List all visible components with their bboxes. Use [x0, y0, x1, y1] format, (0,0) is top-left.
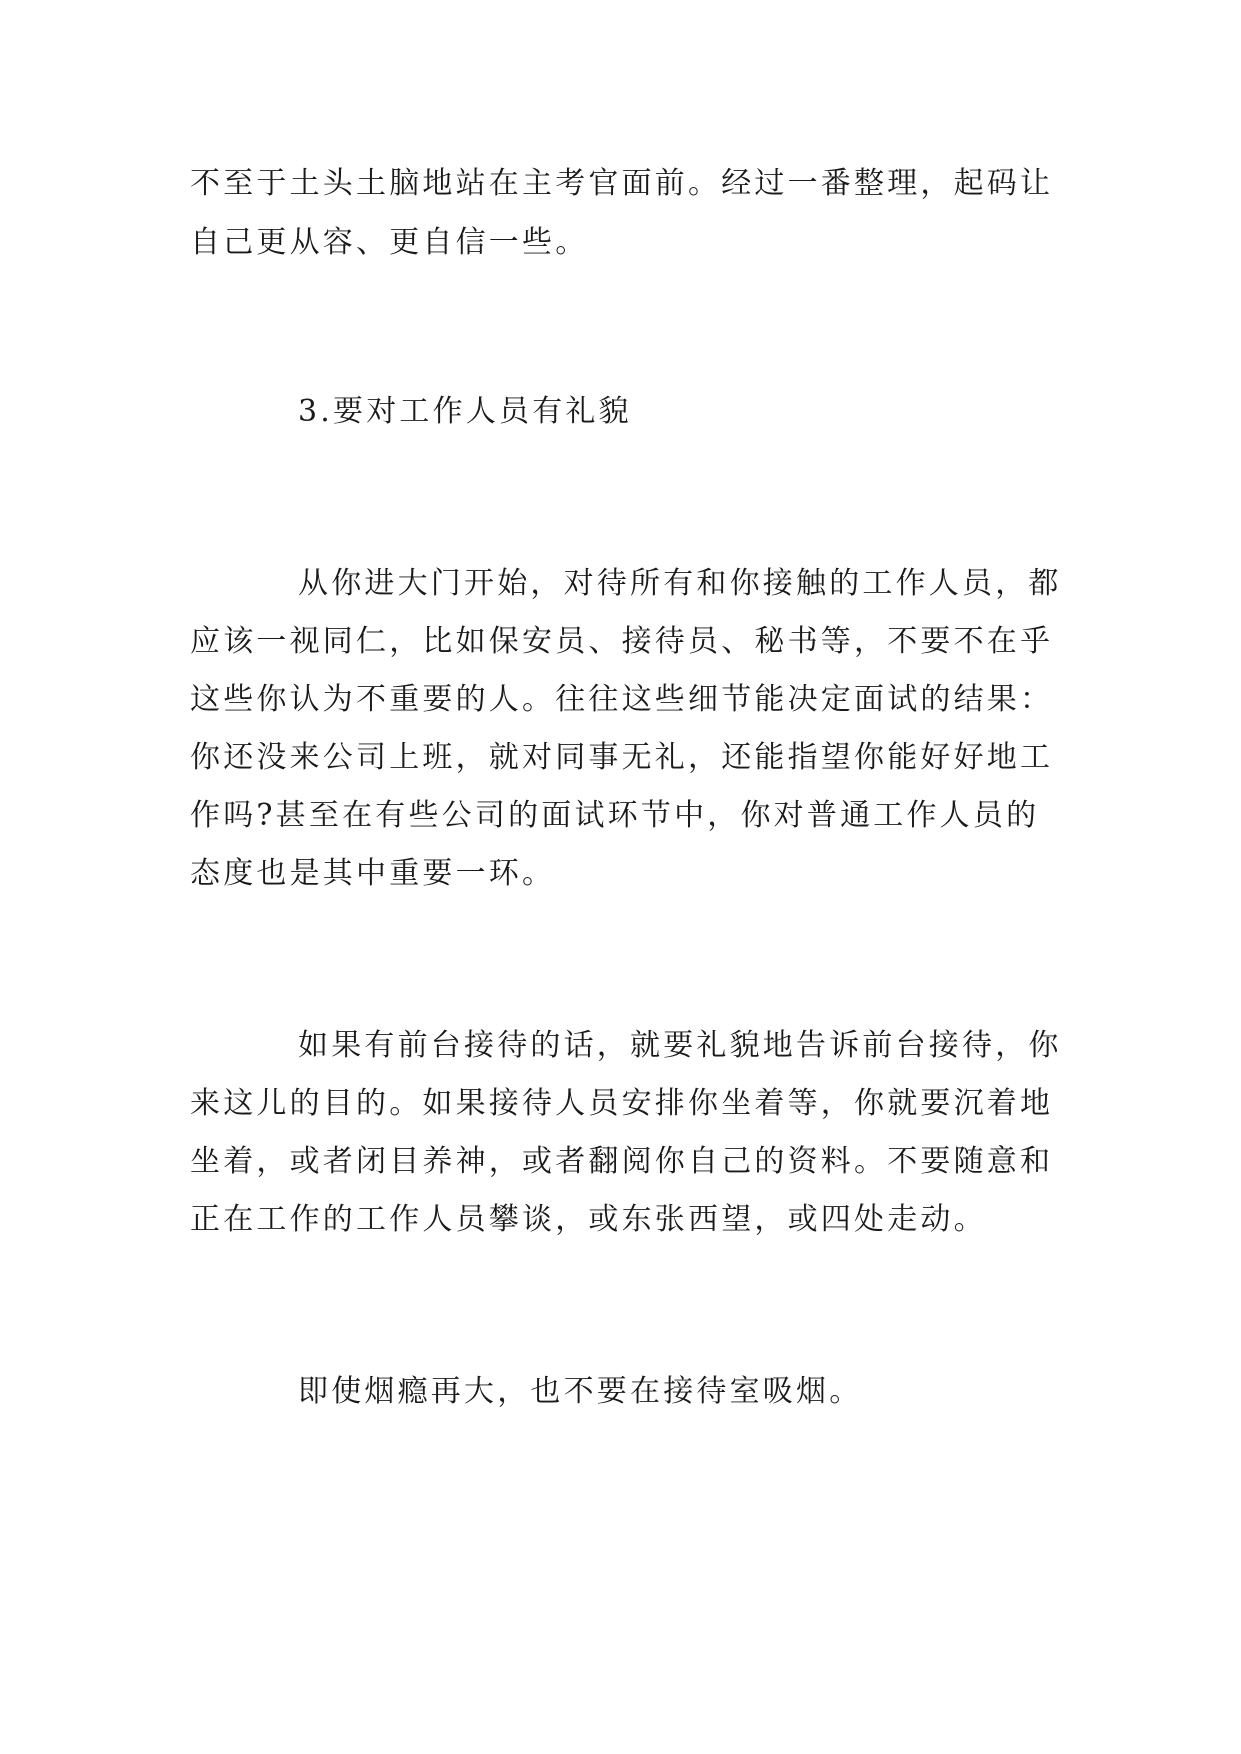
text-line: 来这儿的目的。如果接待人员安排你坐着等，你就要沉着地	[190, 1086, 1054, 1121]
text-line: 如果有前台接待的话，就要礼貌地告诉前台接待，你	[298, 1028, 1062, 1063]
text-line: 正在工作的工作人员攀谈，或东张西望，或四处走动。	[190, 1202, 987, 1237]
text-line: 应该一视同仁，比如保安员、接待员、秘书等，不要不在乎	[190, 624, 1054, 659]
text-line: 即使烟瘾再大，也不要在接待室吸烟。	[298, 1374, 863, 1409]
section-heading: 3.要对工作人员有礼貌	[298, 394, 632, 429]
text-line: 坐着，或者闭目养神，或者翻阅你自己的资料。不要随意和	[190, 1144, 1054, 1179]
text-line: 不至于土头土脑地站在主考官面前。经过一番整理，起码让	[190, 166, 1054, 201]
text-line: 从你进大门开始，对待所有和你接触的工作人员，都	[298, 566, 1062, 601]
text-line: 作吗?甚至在有些公司的面试环节中，你对普通工作人员的	[190, 798, 1040, 833]
text-line: 态度也是其中重要一环。	[190, 856, 556, 891]
text-line: 你还没来公司上班，就对同事无礼，还能指望你能好好地工	[190, 740, 1054, 775]
text-line: 这些你认为不重要的人。往往这些细节能决定面试的结果：	[190, 682, 1054, 717]
text-line: 自己更从容、更自信一些。	[190, 225, 589, 260]
